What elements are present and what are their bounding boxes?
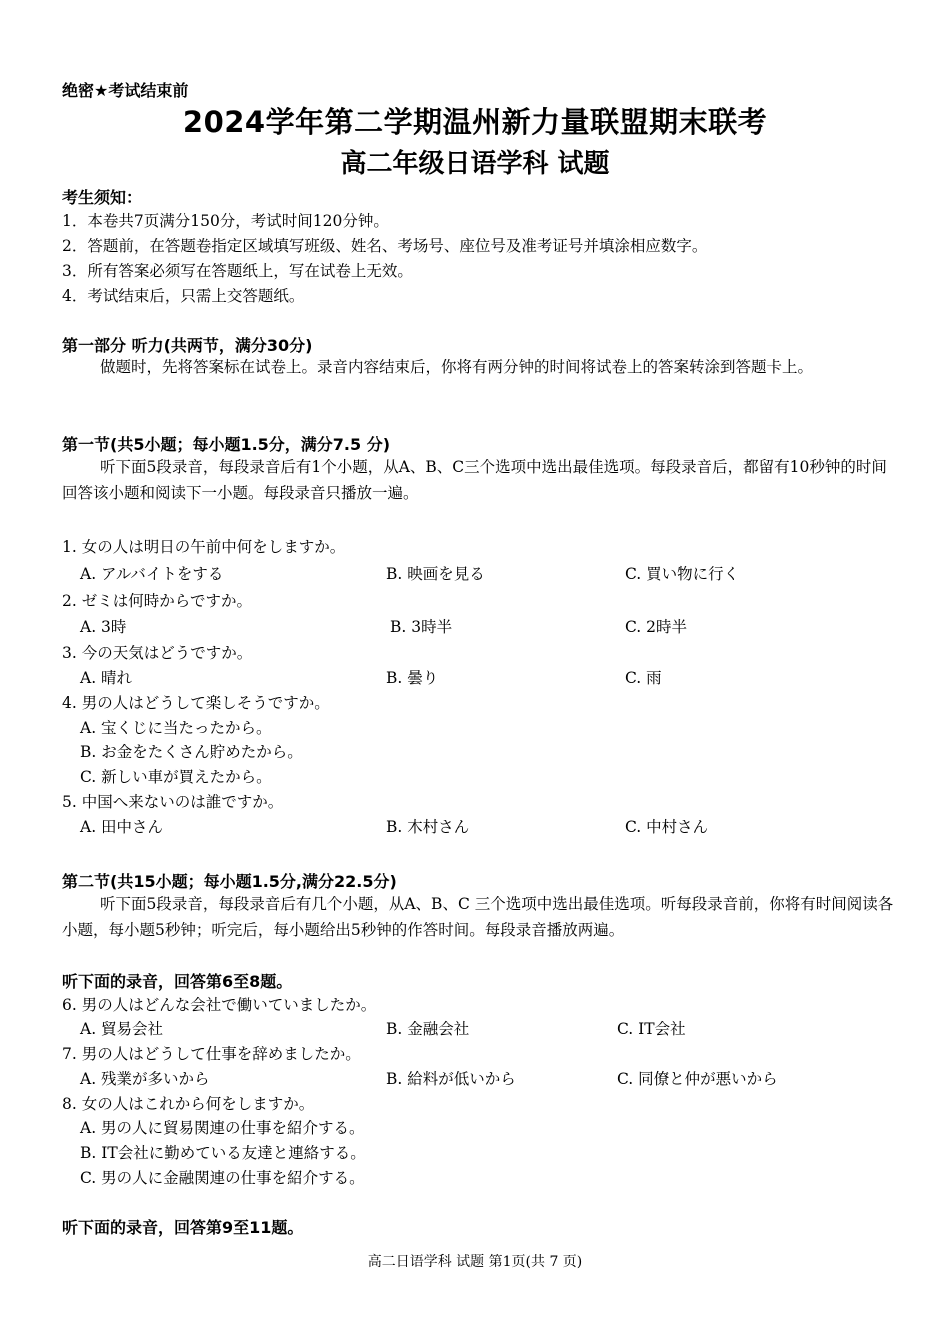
option-a: A. 田中さん: [80, 818, 164, 836]
option-a: A. 晴れ: [80, 669, 133, 687]
notice-item: 2．答题前，在答题卷指定区域填写班级、姓名、考场号、座位号及准考证号并填涂相应数字。: [62, 237, 708, 255]
question-6: 6. 男の人はどんな会社で働いていましたか。: [62, 996, 377, 1014]
option-c: C. 男の人に金融関連の仕事を紹介する。: [80, 1169, 365, 1187]
notice-item: 4．考试结束后，只需上交答题纸。: [62, 287, 305, 305]
question-1: 1. 女の人は明日の午前中何をしますか。: [62, 538, 346, 556]
option-b: B. IT会社に勤めている友達と連絡する。: [80, 1144, 366, 1162]
option-b: B. 給料が低いから: [386, 1070, 516, 1088]
section2-heading: 第二节(共15小题；每小题1.5分,满分22.5分): [62, 872, 397, 891]
exam-subtitle: 高二年级日语学科 试题: [340, 149, 610, 179]
option-c: C. IT会社: [617, 1020, 686, 1038]
question-2: 2. ゼミは何時からですか。: [62, 592, 253, 610]
option-c: C. 中村さん: [625, 818, 709, 836]
option-b: B. 映画を見る: [386, 565, 485, 583]
option-c: C. 買い物に行く: [625, 565, 740, 583]
option-c: C. 2時半: [625, 618, 688, 636]
section1-heading: 第一节(共5小题；每小题1.5分，满分7.5 分): [62, 435, 391, 454]
option-b: B. 3時半: [390, 618, 453, 636]
question-8: 8. 女の人はこれから何をしますか。: [62, 1095, 315, 1113]
option-c: C. 新しい車が買えたから。: [80, 768, 272, 786]
option-a: A. 貿易会社: [80, 1020, 164, 1038]
option-c: C. 同僚と仲が悪いから: [617, 1070, 778, 1088]
notice-item: 3．所有答案必须写在答题纸上，写在试卷上无效。: [62, 262, 413, 280]
section2-instruction: 听下面5段录音，每段录音后有几个小题，从A、B、C 三个选项中选出最佳选项。听每段录音前，你将有时间阅读各小题，每小题5秒钟；听完后，每小题给出5秒钟的作答时间。每段录音播放两遍。: [62, 895, 894, 939]
exam-title: 2024学年第二学期温州新力量联盟期末联考: [182, 105, 768, 139]
notice-heading: 考生须知：: [62, 188, 143, 207]
part1-instruction: 做题时，先将答案标在试卷上。录音内容结束后，你将有两分钟的时间将试卷上的答案转涂到答题卡上。: [100, 358, 814, 376]
option-b: B. 木村さん: [386, 818, 470, 836]
option-a: A. 3時: [80, 618, 127, 636]
option-b: B. 金融会社: [386, 1020, 470, 1038]
notice-item: 1．本卷共7页满分150分，考试时间120分钟。: [62, 212, 389, 230]
option-b: B. お金をたくさん貯めたから。: [80, 743, 303, 761]
confidential-label: 绝密★考试结束前: [62, 81, 189, 100]
option-a: A. 残業が多いから: [80, 1070, 210, 1088]
option-a: A. 宝くじに当たったから。: [80, 719, 272, 737]
option-a: A. アルバイトをする: [80, 565, 224, 583]
option-a: A. 男の人に貿易関連の仕事を紹介する。: [80, 1119, 365, 1137]
question-4: 4. 男の人はどうして楽しそうですか。: [62, 694, 330, 712]
page-footer: 高二日语学科 试题 第1页(共 7 页): [367, 1254, 583, 1270]
part1-heading: 第一部分 听力(共两节，满分30分): [62, 336, 313, 355]
group-heading: 听下面的录音，回答第9至11题。: [62, 1218, 304, 1237]
section1-instruction: 听下面5段录音，每段录音后有1个小题，从A、B、C三个选项中选出最佳选项。每段录音后，都留有10秒钟的时间回答该小题和阅读下一小题。每段录音只播放一遍。: [62, 458, 887, 502]
option-b: B. 曇り: [386, 669, 439, 687]
group-heading: 听下面的录音，回答第6至8题。: [62, 972, 293, 991]
question-7: 7. 男の人はどうして仕事を辞めましたか。: [62, 1045, 361, 1063]
option-c: C. 雨: [625, 669, 662, 687]
question-5: 5. 中国へ来ないのは誰ですか。: [62, 793, 284, 811]
question-3: 3. 今の天気はどうですか。: [62, 644, 253, 662]
